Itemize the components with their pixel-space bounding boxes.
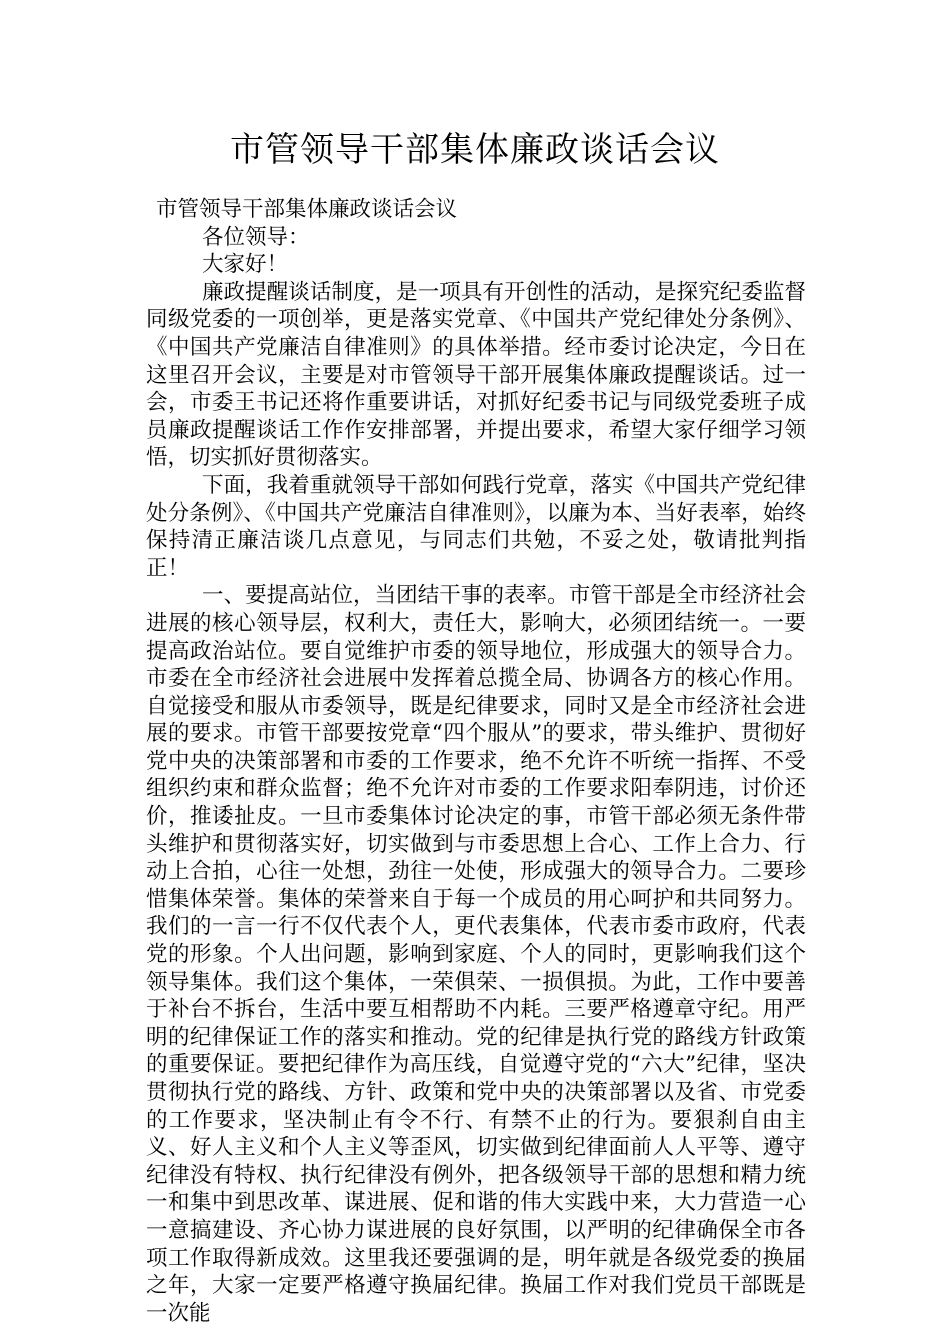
paragraph: 一、要提高站位，当团结干事的表率。市管干部是全市经济社会进展的核心领导层，权利大，责任大，影响大，必须团结统一。一要提高政治站位。要自觉维护市委的领导地位，形成强大的领导合力。市委在全市经济社会进展中发挥着总揽全局、协调各方的核心作用。自觉接受和服从市委领导，既是纪律要求，同时又是全市经济社会进展的要求。市管干部要按党章“四个服从”的要求，带头维护、贯彻好党中央的决策部署和市委的工作要求，绝不允许不听统一指挥、不受组织约束和群众监督；绝不允许对市委的工作要求阳奉阴违，讨价还价，推诿扯皮。一旦市委集体讨论决定的事，市管干部必须无条件带头维护和贯彻落实好，切实做到与市委思想上合心、工作上合力、行动上合拍，心往一处想，劲往一处使，形成强大的领导合力。二要珍惜集体荣誉。集体的荣誉来自于每一个成员的用心呵护和共同努力。我们的一言一行不仅代表个人，更代表集体，代表市委市政府，代表党的形象。个人出问题，影响到家庭、个人的同时，更影响我们这个领导集体。我们这个集体，一荣俱荣、一损俱损。为此，工作中要善于补台不拆台，生活中要互相帮助不内耗。三要严格遵章守纪。用严明的纪律保证工作的落实和推动。党的纪律是执行党的路线方针政策的重要保证。要把纪律作为高压线，自觉遵守党的“六大”纪律，坚决贯彻执行党的路线、方针、政策和党中央的决策部署以及省、市党委的工作要求，坚决制止有令不行、有禁不止的行为。要狠刹自由主义、好人主义和个人主义等歪风，切实做到纪律面前人人平等、遵守纪律没有特权、执行纪律没有例外，把各级领导干部的思想和精力统一和集中到思改革、谋进展、促和谐的伟大实践中来，大力营造一心一意搞建设、齐心协力谋进展的良好氛围，以严明的纪律确保全市各项工作取得新成效。这里我还要强调的是，明年就是各级党委的换届之年，大家一定要严格遵守换届纪律。换届工作对我们党员干部既是一次能 [146,583,806,1326]
paragraph: 廉政提醒谈话制度，是一项具有开创性的活动，是探究纪委监督同级党委的一项创举，更是落实党章、《中国共产党纪律处分条例》、《中国共产党廉洁自律准则》的具体举措。经市委讨论决定，今日在这里召开会议，主要是对市管领导干部开展集体廉政提醒谈话。过一会，市委王书记还将作重要讲话，对抓好纪委书记与同级党委班子成员廉政提醒谈话工作作安排部署，并提出要求，希望大家仔细学习领悟，切实抓好贯彻落实。 [146,279,806,471]
greeting: 大家好！ [202,252,289,278]
document-subtitle: 市管领导干部集体廉政谈话会议 [156,197,458,222]
document-title: 市管领导干部集体廉政谈话会议 [230,130,720,170]
paragraph: 下面，我着重就领导干部如何践行党章，落实《中国共产党纪律处分条例》、《中国共产党廉洁自律准则》，以廉为本、当好表率，始终保持清正廉洁谈几点意见，与同志们共勉，不妥之处，敬请批判指正！ [146,472,806,581]
document-body [146,196,806,1327]
salutation: 各位领导： [202,224,310,250]
